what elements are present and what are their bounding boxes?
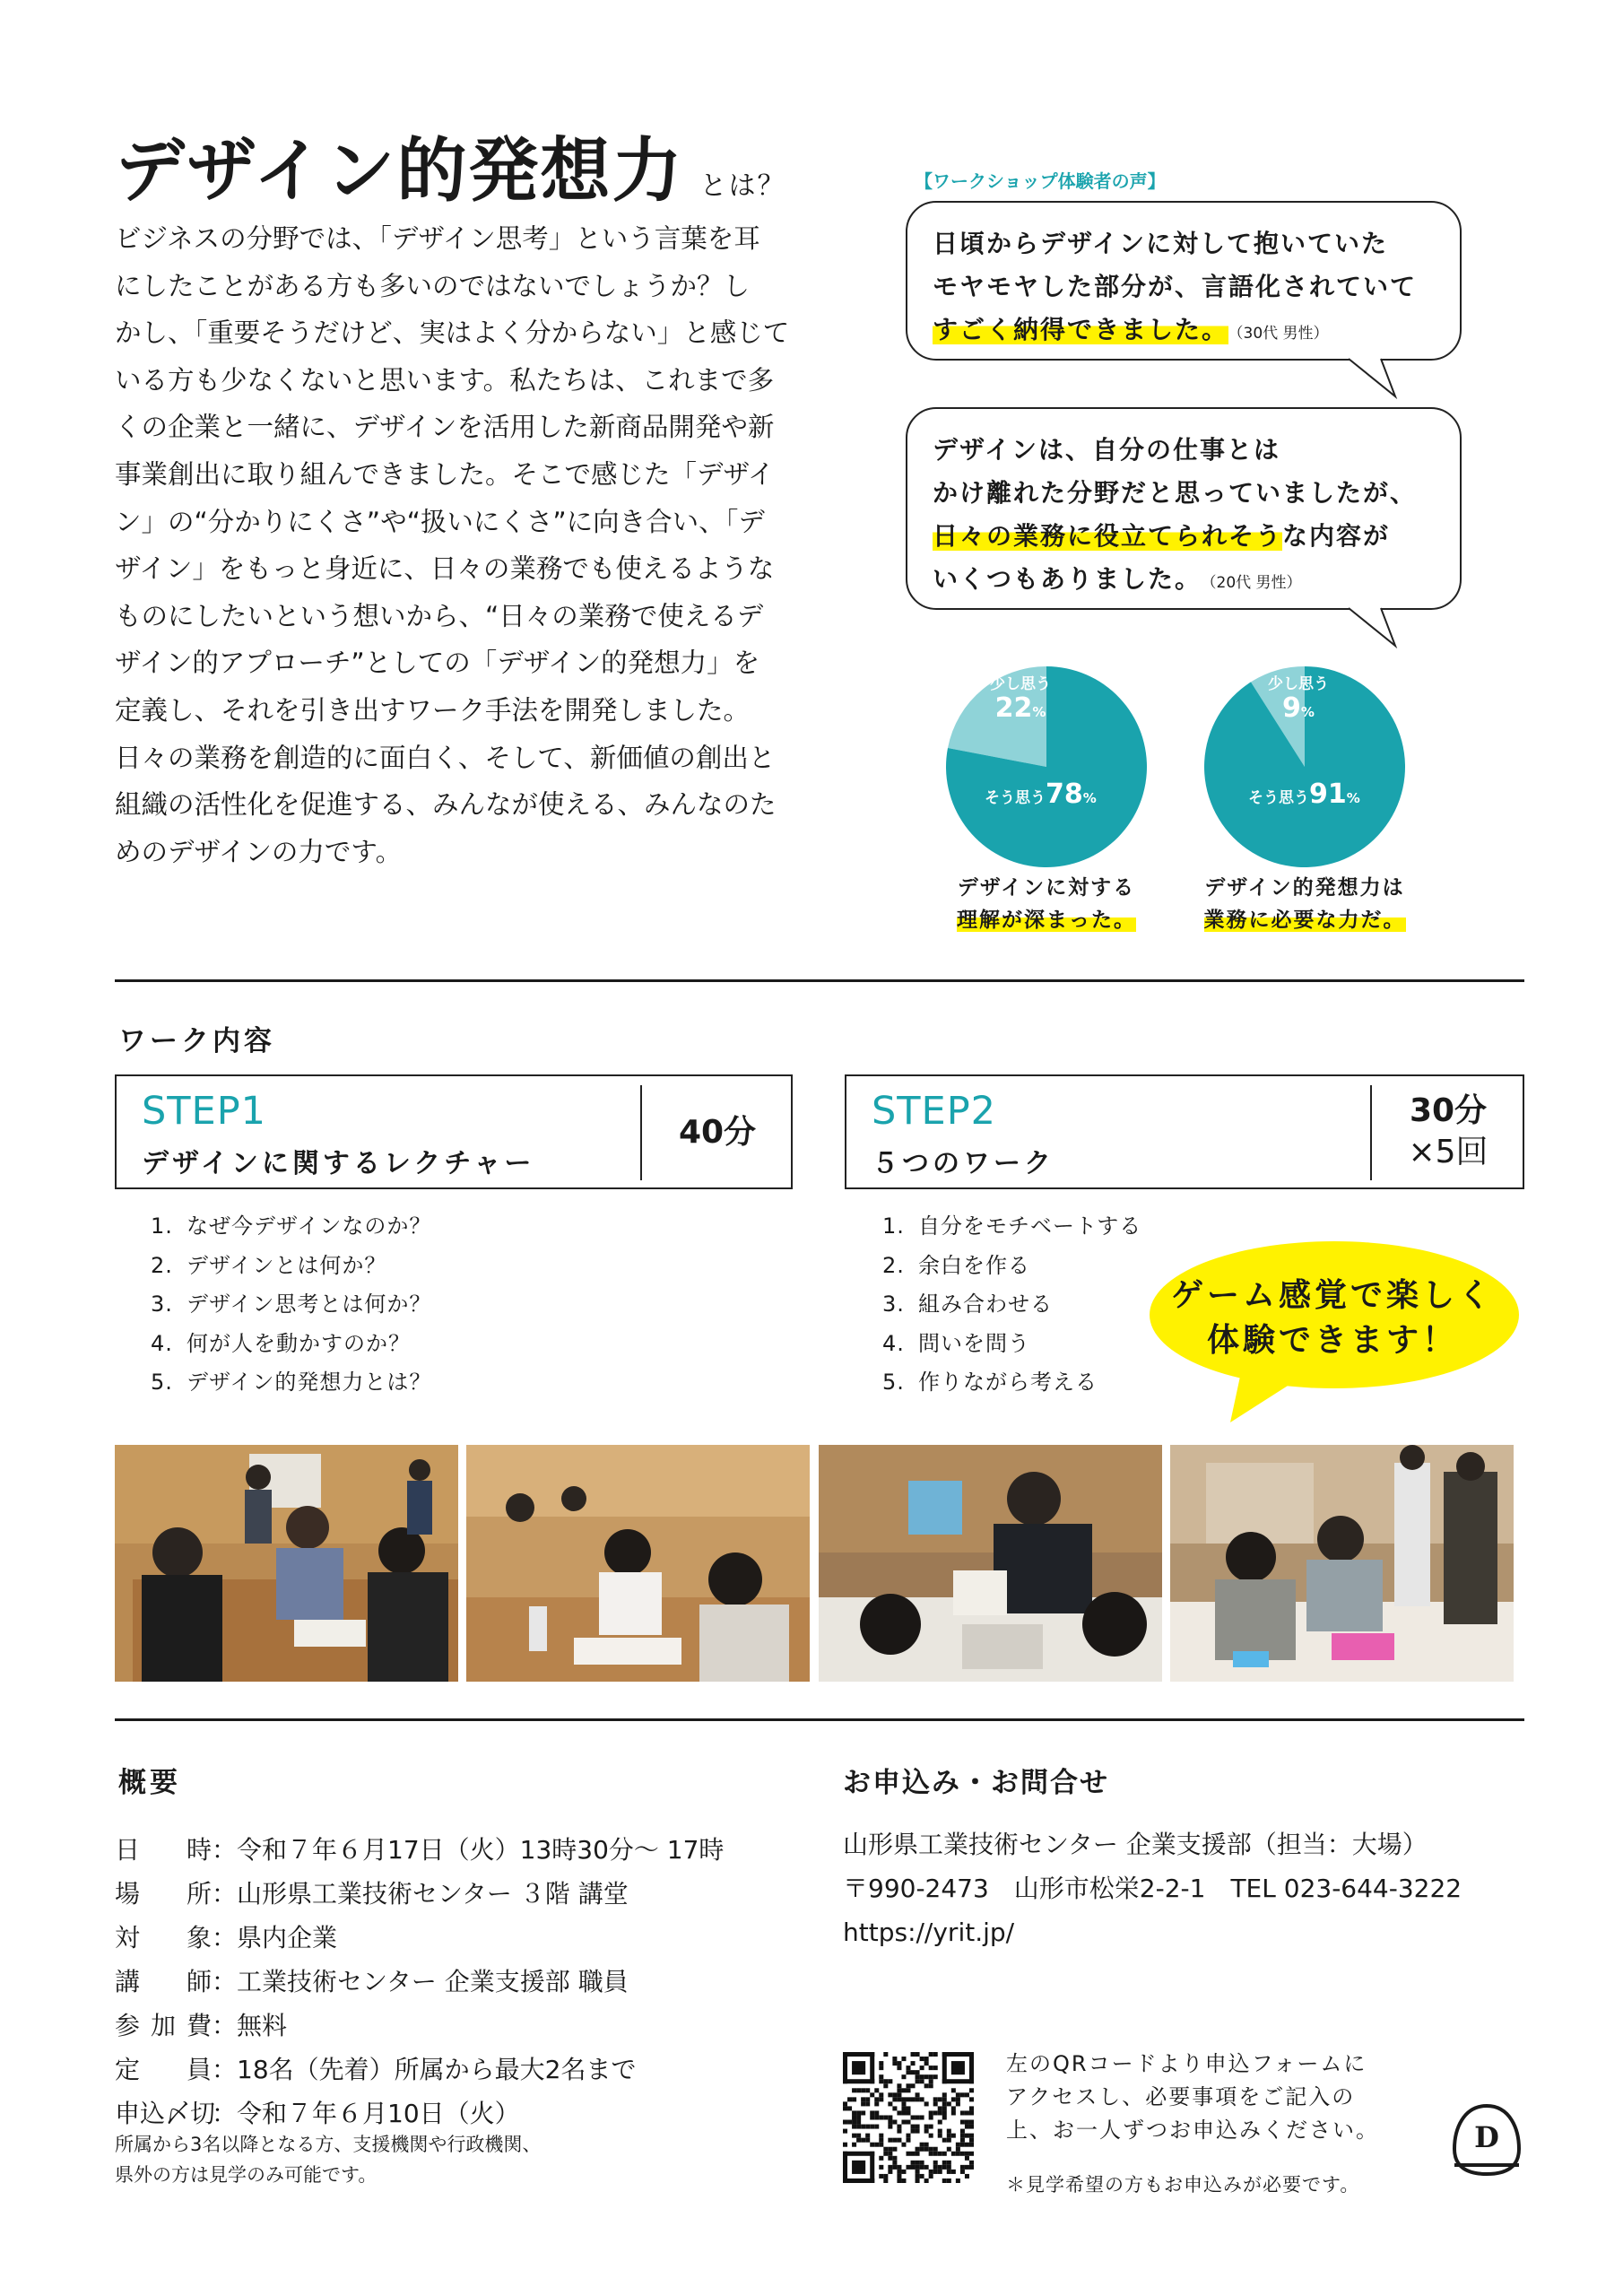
pie-2-large-label: そう思う bbox=[1248, 789, 1309, 807]
overview-value: 令和７年６月17日（火）13時30分～ 17時 bbox=[237, 1835, 725, 1865]
intro-line: くの企業と一緒に、デザインを活用した新商品開発や新 bbox=[115, 412, 775, 443]
step1-item-text: デザイン的発想力とは？ bbox=[187, 1370, 432, 1395]
step2-item-number: 3. bbox=[882, 1292, 905, 1317]
step1-list-item bbox=[151, 1207, 431, 1247]
overview-separator: ： bbox=[212, 2011, 238, 2040]
section-divider-top bbox=[115, 979, 1524, 982]
step2-label: STEP2 bbox=[872, 1089, 997, 1134]
step1-item-text: 何が人を動かすのか？ bbox=[187, 1330, 411, 1356]
overview-note-line-1: 所属から3名以降となる方、支援機関や行政機関、 bbox=[115, 2134, 542, 2155]
overview-separator: ： bbox=[212, 1967, 238, 1996]
overview-heading: 概要 bbox=[118, 1767, 181, 1799]
step1-item-number: 2. bbox=[151, 1252, 173, 1278]
overview-row bbox=[115, 1828, 724, 1872]
pie-1-large-value bbox=[985, 778, 1119, 810]
pie-1-small-unit: % bbox=[1032, 704, 1046, 720]
step2-list-item bbox=[882, 1247, 1141, 1286]
qr-code-icon[interactable] bbox=[843, 2052, 974, 2183]
step2-item-number: 5. bbox=[882, 1370, 905, 1395]
pie-1-small-label: 少し思う bbox=[990, 675, 1051, 693]
pie-2-large-value bbox=[1248, 778, 1383, 810]
step1-label: STEP1 bbox=[142, 1089, 267, 1134]
pie-1-large-number: 78 bbox=[1046, 778, 1083, 810]
pie-2-caption bbox=[1184, 872, 1426, 936]
step1-item-number: 1. bbox=[151, 1213, 173, 1239]
step2-item-number: 4. bbox=[882, 1330, 905, 1356]
step1-item-text: デザイン思考とは何か？ bbox=[187, 1292, 432, 1317]
voice-2-line-2: かけ離れた分野だと思っていましたが、 bbox=[933, 478, 1418, 508]
step1-item-number: 5. bbox=[151, 1370, 173, 1395]
pie-1-caption bbox=[925, 872, 1167, 936]
voice-1-line-2: モヤモヤした部分が、言語化されていて bbox=[933, 272, 1418, 301]
intro-line: いる方も少なくないと思います。私たちは、これまで多 bbox=[115, 364, 775, 396]
qr-line-2: アクセスし、必要事項をご記入の bbox=[1006, 2084, 1356, 2109]
step2-item-text: 問いを問う bbox=[918, 1330, 1030, 1356]
step2-duration-line-2: ×5回 bbox=[1408, 1134, 1488, 1170]
overview-note bbox=[115, 2129, 541, 2190]
page-title-main: デザイン的発想力 bbox=[115, 131, 684, 212]
voice-2-line-1: デザインは、自分の仕事とは bbox=[933, 435, 1281, 465]
pie-2-small-value bbox=[1263, 692, 1334, 724]
pie-2-caption-line-1: デザイン的発想力は bbox=[1204, 876, 1405, 900]
step1-list-item bbox=[151, 1285, 431, 1325]
section-divider-bottom bbox=[115, 1718, 1524, 1721]
voice-bubble-1-tail bbox=[1345, 357, 1399, 402]
voice-1-highlight: すごく納得できました。 bbox=[933, 315, 1229, 344]
overview-row bbox=[115, 1960, 724, 2004]
pie-2-caption-line-2: 業務に必要な力だ。 bbox=[1203, 909, 1406, 932]
step1-item-text: なぜ今デザインなのか？ bbox=[187, 1213, 432, 1239]
overview-label: 講師 bbox=[115, 1967, 212, 1996]
overview-note-line-2: 県外の方は見学のみ可能です。 bbox=[115, 2164, 378, 2186]
pie-2-small-number: 9 bbox=[1282, 692, 1301, 724]
callout-text bbox=[1153, 1274, 1512, 1363]
step2-item-text: 組み合わせる bbox=[918, 1292, 1053, 1317]
contact-heading: お申込み・お問合せ bbox=[843, 1767, 1109, 1799]
overview-list bbox=[115, 1828, 724, 2135]
workshop-photo-3 bbox=[819, 1445, 1162, 1682]
intro-line: かし、「重要そうだけど、実はよく分からない」と感じて bbox=[115, 317, 790, 349]
step2-item-text: 自分をモチベートする bbox=[918, 1213, 1142, 1239]
step2-title: ５つのワーク bbox=[872, 1148, 1055, 1179]
intro-line: ビジネスの分野では、「デザイン思考」という言葉を耳 bbox=[115, 223, 760, 254]
pie-1-large-label: そう思う bbox=[985, 789, 1046, 807]
step2-item-text: 余白を作る bbox=[918, 1252, 1030, 1278]
step2-duration bbox=[1372, 1091, 1524, 1173]
overview-label: 参加費 bbox=[115, 2011, 212, 2040]
overview-row bbox=[115, 1916, 724, 1960]
qr-line-3: 上、お一人ずつお申込みください。 bbox=[1006, 2118, 1379, 2143]
intro-line: にしたことがある方も多いのではないでしょうか？し bbox=[115, 270, 751, 301]
voice-2-attribution: （20代 男性） bbox=[1209, 574, 1302, 592]
work-heading: ワーク内容 bbox=[118, 1025, 275, 1057]
intro-line: ン」の“分かりにくさ”や“扱いにくさ”に向き合い、「デ bbox=[115, 506, 765, 537]
workshop-photo-1 bbox=[115, 1445, 458, 1682]
overview-row bbox=[115, 1872, 724, 1916]
overview-separator: ： bbox=[212, 1879, 238, 1909]
overview-label: 定員 bbox=[115, 2055, 212, 2084]
overview-value: 令和７年６月10日（火） bbox=[237, 2099, 520, 2128]
pie-2-small-label: 少し思う bbox=[1268, 675, 1329, 693]
pie-2-large-number: 91 bbox=[1309, 778, 1347, 810]
page-title bbox=[115, 115, 786, 215]
overview-label: 対象 bbox=[115, 1923, 212, 1952]
overview-value: 山形県工業技術センター ３階 講堂 bbox=[237, 1879, 629, 1909]
step1-list-item bbox=[151, 1363, 431, 1403]
step1-item-number: 4. bbox=[151, 1330, 173, 1356]
intro-line: 定義し、それを引き出すワーク手法を開発しました。 bbox=[115, 694, 751, 726]
voice-bubble-2-tail bbox=[1345, 606, 1399, 651]
step1-title: デザインに関するレクチャー bbox=[142, 1148, 535, 1179]
step1-list bbox=[151, 1207, 431, 1403]
voice-2-line-3-rest: な内容が bbox=[1282, 521, 1391, 551]
callout-line-2: 体験できます！ bbox=[1206, 1322, 1458, 1359]
step2-item-text: 作りながら考える bbox=[918, 1370, 1098, 1395]
step1-duration: 40分 bbox=[678, 1114, 757, 1151]
intro-line: 事業創出に取り組んできました。そこで感じた「デザイ bbox=[115, 458, 775, 490]
step2-item-number: 1. bbox=[882, 1213, 905, 1239]
overview-separator: ： bbox=[212, 1835, 238, 1865]
voice-bubble-1 bbox=[906, 201, 1462, 361]
voice-bubble-2 bbox=[906, 407, 1462, 610]
step2-list-item bbox=[882, 1363, 1141, 1403]
intro-paragraph bbox=[115, 215, 796, 875]
step1-box bbox=[115, 1074, 793, 1189]
pie-2-small-unit: % bbox=[1300, 704, 1315, 720]
workshop-photo-4 bbox=[1170, 1445, 1514, 1682]
step2-box bbox=[845, 1074, 1524, 1189]
qr-note: ＊見学希望の方もお申込みが必要です。 bbox=[1006, 2174, 1360, 2196]
qr-line-1: 左のQRコードより申込フォームに bbox=[1006, 2051, 1367, 2076]
step2-duration-line-1: 30分 bbox=[1409, 1092, 1488, 1129]
qr-instructions bbox=[1006, 2048, 1379, 2147]
step1-list-item bbox=[151, 1325, 431, 1364]
overview-value: 18名（先着）所属から最大2名まで bbox=[237, 2055, 637, 2084]
pie-1-caption-line-2: 理解が深まった。 bbox=[957, 909, 1136, 932]
step2-list-item bbox=[882, 1285, 1141, 1325]
contact-org: 山形県工業技術センター 企業支援部（担当：大場） bbox=[843, 1830, 1428, 1859]
step1-list-item bbox=[151, 1247, 431, 1286]
page-title-suffix: とは？ bbox=[699, 170, 786, 202]
overview-label: 場所 bbox=[115, 1879, 212, 1909]
workshop-photo-2 bbox=[466, 1445, 810, 1682]
pie-1-small-value bbox=[985, 692, 1056, 724]
contact-address: 〒990-2473 山形市松栄2-2-1 TEL 023-644-3222 bbox=[843, 1874, 1462, 1903]
overview-label: 申込〆切 bbox=[115, 2099, 216, 2128]
overview-row bbox=[115, 2048, 724, 2092]
intro-line: ザイン的アプローチ”としての「デザイン的発想力」を bbox=[115, 648, 760, 679]
step2-list-item bbox=[882, 1207, 1141, 1247]
step1-item-text: デザインとは何か？ bbox=[187, 1252, 387, 1278]
contact-info bbox=[843, 1822, 1462, 1954]
intro-line: ものにしたいという想いから、“日々の業務で使えるデ bbox=[115, 600, 764, 631]
intro-line: ザイン」をもっと身近に、日々の業務でも使えるような bbox=[115, 553, 775, 585]
overview-separator: ： bbox=[212, 1923, 238, 1952]
pie-1-small-number: 22 bbox=[994, 692, 1033, 724]
pie-2-large-unit: % bbox=[1346, 790, 1360, 806]
overview-label: 日時 bbox=[115, 1835, 212, 1865]
pie-1-large-unit: % bbox=[1082, 790, 1097, 806]
overview-value: 県内企業 bbox=[237, 1923, 338, 1952]
contact-url[interactable]: https://yrit.jp/ bbox=[843, 1918, 1015, 1947]
voice-1-attribution: （30代 男性） bbox=[1236, 325, 1329, 343]
overview-separator: ： bbox=[212, 2055, 238, 2084]
logo-letter: D bbox=[1474, 2120, 1499, 2154]
overview-value: 工業技術センター 企業支援部 職員 bbox=[237, 1967, 629, 1996]
intro-line: めのデザインの力です。 bbox=[115, 836, 403, 867]
intro-line: 組織の活性化を促進する、みんなが使える、みんなのた bbox=[115, 789, 777, 821]
step2-list bbox=[882, 1207, 1141, 1403]
voice-2-line-4: いくつもありました。 bbox=[933, 564, 1202, 594]
intro-line: 日々の業務を創造的に面白く、そして、新価値の創出と bbox=[115, 742, 776, 773]
voice-1-line-1: 日頃からデザインに対して抱いていた bbox=[933, 229, 1389, 258]
pie-1-caption-line-1: デザインに対する bbox=[957, 876, 1136, 900]
callout-line-1: ゲーム感覚で楽しく bbox=[1170, 1277, 1494, 1314]
overview-separator: ： bbox=[212, 2099, 238, 2128]
overview-value: 無料 bbox=[237, 2011, 288, 2040]
step2-item-number: 2. bbox=[882, 1252, 905, 1278]
step1-item-number: 3. bbox=[151, 1292, 173, 1317]
voice-2-highlight: 日々の業務に役立てられそう bbox=[933, 521, 1283, 551]
voices-label: 【ワークショップ体験者の声】 bbox=[915, 170, 1166, 192]
step2-list-item bbox=[882, 1325, 1141, 1364]
overview-row bbox=[115, 2004, 724, 2048]
